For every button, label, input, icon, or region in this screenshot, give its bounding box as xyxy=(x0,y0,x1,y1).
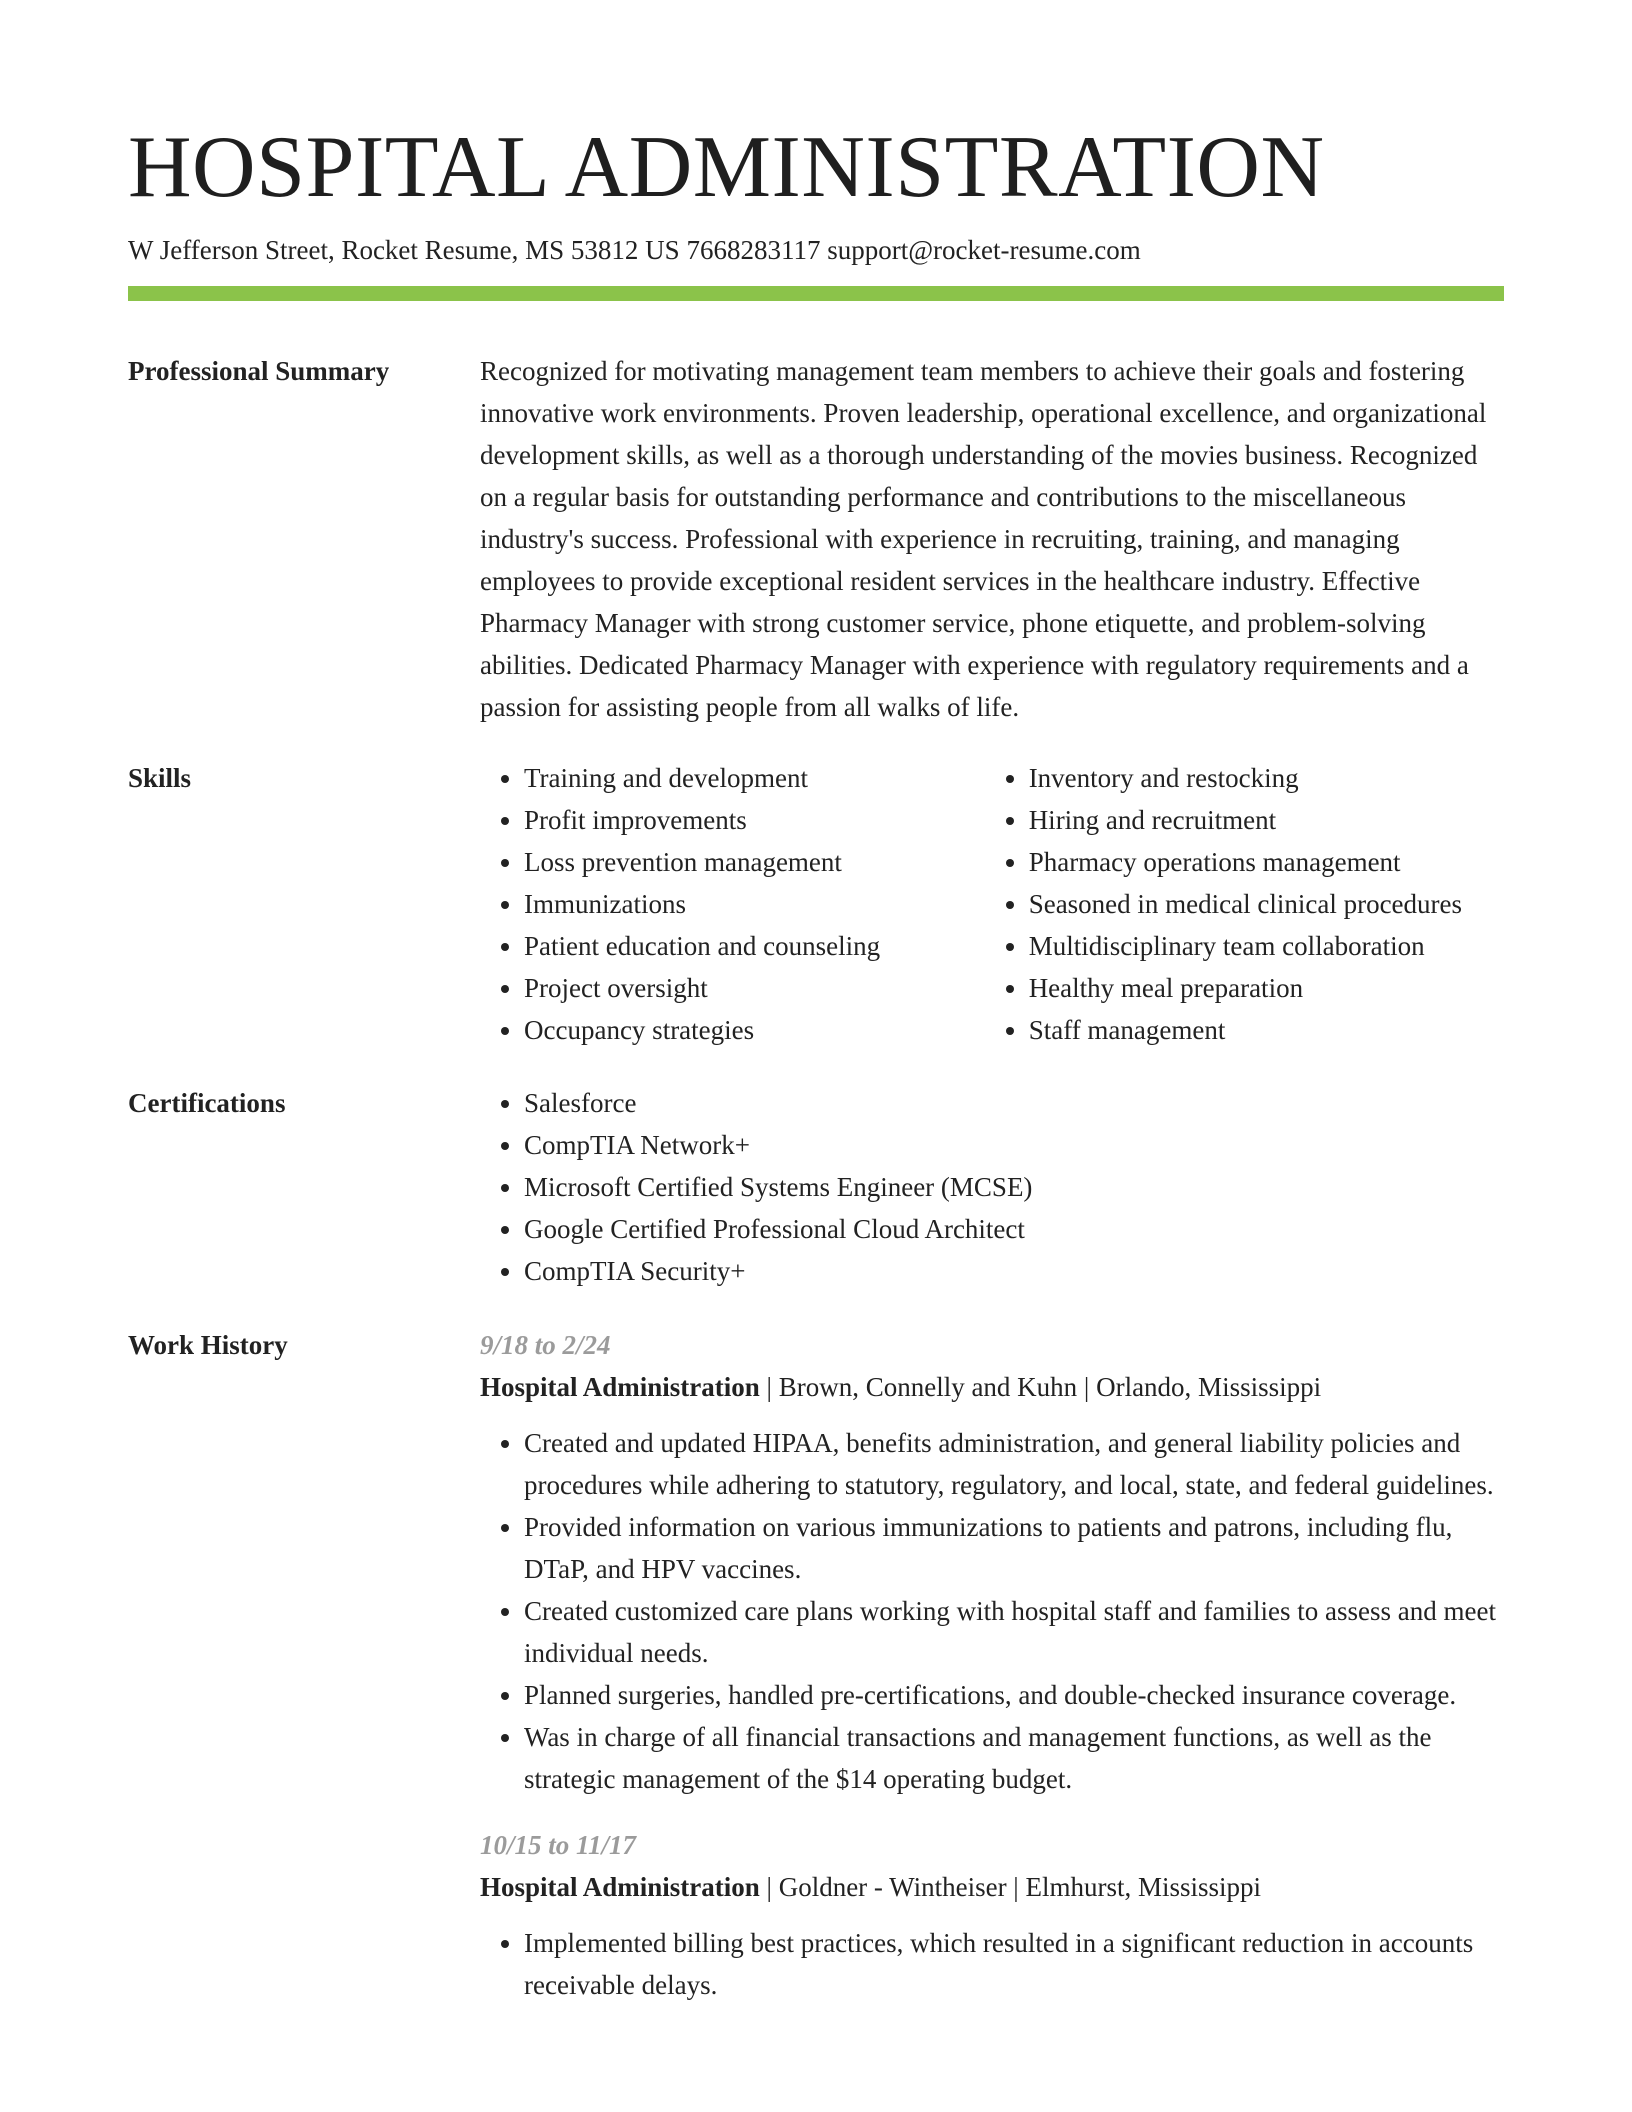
job-dates: 9/18 to 2/24 xyxy=(480,1330,611,1360)
skill-item: • Inventory and restocking xyxy=(1029,757,1504,799)
job-entry xyxy=(480,1324,1504,1800)
work-history-heading: Work History xyxy=(128,1330,288,1360)
certification-item: • Salesforce xyxy=(524,1082,1504,1124)
job-title: Hospital Administration xyxy=(480,1872,760,1902)
skill-item: • Immunizations xyxy=(524,883,985,925)
summary-body xyxy=(480,350,1504,728)
skill-item: • Hiring and recruitment xyxy=(1029,799,1504,841)
job-header xyxy=(480,1866,1504,1908)
job-dates: 10/15 to 11/17 xyxy=(480,1830,637,1860)
job-title: Hospital Administration xyxy=(480,1372,760,1402)
skill-item: • Staff management xyxy=(1029,1009,1504,1051)
skill-item: • Profit improvements xyxy=(524,799,985,841)
job-entry xyxy=(480,1824,1504,2006)
skill-item: • Patient education and counseling xyxy=(524,925,985,967)
certifications-heading: Certifications xyxy=(128,1088,286,1118)
job-duties xyxy=(480,1422,1504,1800)
job-employer-location: | Brown, Connelly and Kuhn | Orlando, Mississippi xyxy=(759,1372,1322,1402)
certification-item: • CompTIA Network+ xyxy=(524,1124,1504,1166)
skill-item: • Seasoned in medical clinical procedures xyxy=(1029,883,1504,925)
skill-item: • Occupancy strategies xyxy=(524,1009,985,1051)
job-duty: • Was in charge of all financial transactions and management functions, as well as the strategic management of the $14 operating budget. xyxy=(524,1716,1504,1800)
skills-list-right xyxy=(985,757,1504,1051)
skill-item: • Project oversight xyxy=(524,967,985,1009)
skill-item: • Healthy meal preparation xyxy=(1029,967,1504,1009)
certifications-body xyxy=(480,1082,1504,1292)
header-divider xyxy=(128,286,1504,301)
certifications-list xyxy=(480,1082,1504,1292)
skill-item: • Multidisciplinary team collaboration xyxy=(1029,925,1504,967)
certification-item: • Microsoft Certified Systems Engineer (MCSE) xyxy=(524,1166,1504,1208)
job-duty: • Planned surgeries, handled pre-certifications, and double-checked insurance coverage. xyxy=(524,1674,1504,1716)
job-employer-location: | Goldner - Wintheiser | Elmhurst, Mississippi xyxy=(759,1872,1261,1902)
skill-item: • Pharmacy operations management xyxy=(1029,841,1504,883)
skills-heading: Skills xyxy=(128,763,192,793)
summary-text: Recognized for motivating management team members to achieve their goals and fostering innovative work environments. Proven leadership, operational excellence, and organizational development skills, as well as a thorough understanding of the movies business. Recognized on a regular basis for outstanding performance and contributions to the miscellaneous industry's success. Professional with experience in recruiting, training, and managing employees to provide exceptional resident services in the healthcare industry. Effective Pharmacy Manager with strong customer service, phone etiquette, and problem-solving abilities. Dedicated Pharmacy Manager with experience with regulatory requirements and a passion for assisting people from all walks of life. xyxy=(480,356,1487,722)
job-duty: • Created customized care plans working with hospital staff and families to assess and meet individual needs. xyxy=(524,1590,1504,1674)
job-duty: • Created and updated HIPAA, benefits administration, and general liability policies and procedures while adhering to statutory, regulatory, and local, state, and federal guidelines. xyxy=(524,1422,1504,1506)
job-duties xyxy=(480,1922,1504,2006)
job-duty: • Provided information on various immunizations to patients and patrons, including flu, DTaP, and HPV vaccines. xyxy=(524,1506,1504,1590)
summary-heading: Professional Summary xyxy=(128,356,390,386)
resume-name: HOSPITAL ADMINISTRATION xyxy=(128,119,1325,216)
job-header xyxy=(480,1366,1504,1408)
contact-line: W Jefferson Street, Rocket Resume, MS 53812 US 7668283117 support@rocket-resume.com xyxy=(128,235,1141,265)
skill-item: • Training and development xyxy=(524,757,985,799)
work-history-body xyxy=(480,1324,1504,2030)
certification-item: • CompTIA Security+ xyxy=(524,1250,1504,1292)
certification-item: • Google Certified Professional Cloud Architect xyxy=(524,1208,1504,1250)
skills-body xyxy=(480,757,1504,1051)
job-duty: • Implemented billing best practices, which resulted in a significant reduction in accounts receivable delays. xyxy=(524,1922,1504,2006)
skill-item: • Loss prevention management xyxy=(524,841,985,883)
skills-list-left xyxy=(480,757,985,1051)
